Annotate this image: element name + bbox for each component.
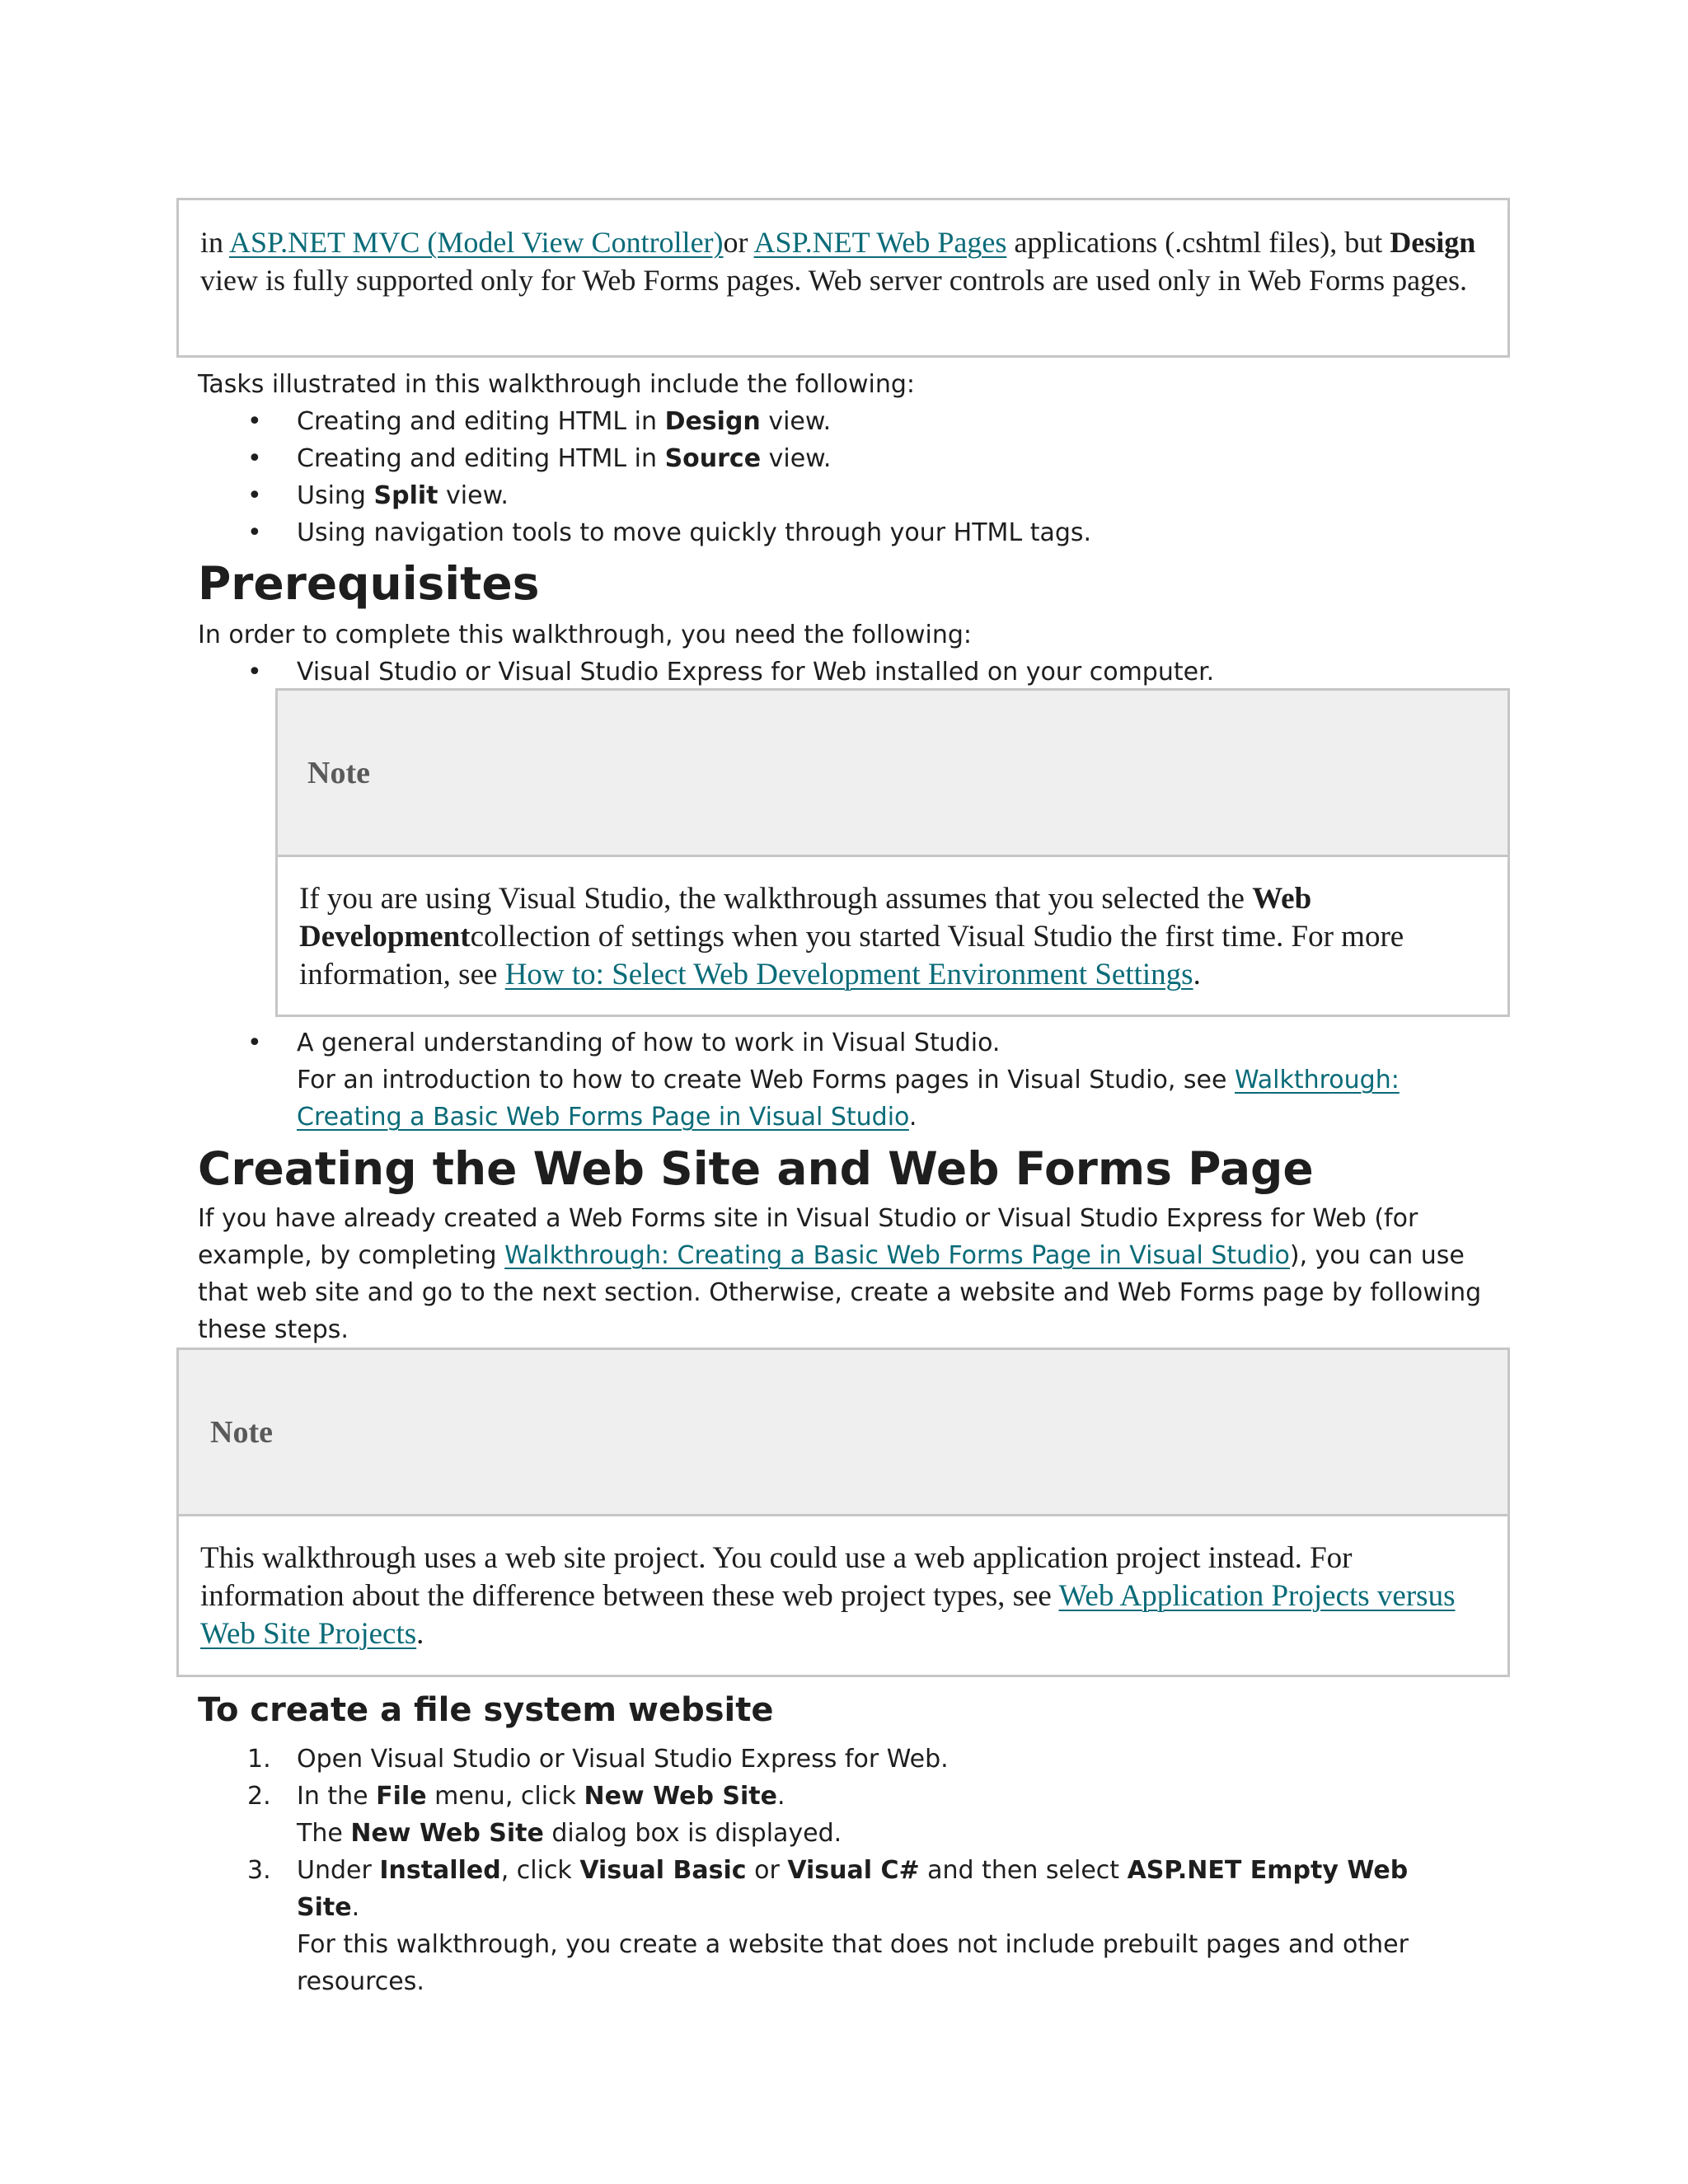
list-item: Visual Studio or Visual Studio Express for Web installed on your computer. (297, 658, 1215, 687)
note-box-continued (176, 198, 1510, 358)
bullet-icon: • (247, 518, 262, 547)
note-body-2 (176, 1516, 1510, 1677)
heading-creating-web-site: Creating the Web Site and Web Forms Page (198, 1142, 1314, 1195)
bullet-icon: • (247, 1029, 262, 1057)
list-item: Creating and editing HTML in Design view. (297, 407, 832, 436)
list-item: A general understanding of how to work in Visual Studio. For an introduction to how to create Web Forms pages in Visual Studio, see Walkthrough: Creating a Basic Web Forms Page in Visual Studio. (297, 1029, 1400, 1132)
note-body (275, 857, 1510, 1017)
bullet-icon: • (247, 658, 262, 687)
heading-create-file-system-website: To create a file system website (198, 1691, 774, 1729)
note-text: applications (.cshtml files), but (1006, 226, 1390, 259)
note-label: Note (210, 1415, 273, 1450)
note-header-2 (176, 1347, 1510, 1516)
bullet-icon: • (247, 481, 262, 510)
step-number: 2. (247, 1782, 271, 1811)
step-3: Under Installed, click Visual Basic or Visual C# and then select ASP.NET Empty Web Site. For this walkthrough, you create a website that does not include prebuilt pages and other resources. (297, 1856, 1409, 1996)
bullet-icon: • (247, 444, 262, 473)
prereq-intro: In order to complete this walkthrough, you need the following: (198, 621, 973, 649)
heading-prerequisites: Prerequisites (198, 557, 540, 610)
step-number: 3. (247, 1856, 271, 1885)
note-text: or (723, 226, 754, 259)
tasks-intro: Tasks illustrated in this walkthrough include the following: (198, 370, 916, 399)
list-item: Using Split view. (297, 481, 509, 510)
note-label: Note (307, 756, 370, 790)
link-walkthrough-basic-web-forms-2[interactable]: Walkthrough: Creating a Basic Web Forms Page in Visual Studio (504, 1241, 1290, 1270)
step-1: Open Visual Studio or Visual Studio Express for Web. (297, 1745, 949, 1774)
link-walkthrough-basic-web-forms[interactable]: Walkthrough: Creating a Basic Web Forms Page in Visual Studio (297, 1066, 1400, 1132)
note-text: This walkthrough uses a web site project. You could use a web application project instead. For information about the difference between these web project types, see Web Application Projects versus Web Site Projects. (200, 1541, 1456, 1651)
note-text: If you are using Visual Studio, the walkthrough assumes that you selected the Web Developmentcollection of settings when you started Visual Studio the first time. For more information, see How to: Select Web Development Environment Settings. (299, 882, 1404, 991)
note-text: in (200, 226, 230, 259)
link-aspnet-mvc[interactable]: ASP.NET MVC (Model View Controller) (229, 226, 724, 259)
list-item: Creating and editing HTML in Source view. (297, 444, 832, 473)
note-bold-design: Design (1390, 226, 1476, 259)
link-select-web-dev-settings[interactable]: How to: Select Web Development Environment Settings (504, 958, 1193, 991)
note-continued-text (200, 223, 1490, 299)
link-web-app-vs-web-site[interactable]: Web Application Projects versus Web Site Projects (200, 1579, 1456, 1651)
step-2: In the File menu, click New Web Site. The New Web Site dialog box is displayed. (297, 1782, 842, 1848)
bullet-icon: • (247, 407, 262, 436)
note-text: view is fully supported only for Web Forms pages. Web server controls are used only in Web Forms pages. (200, 264, 1468, 297)
link-aspnet-web-pages[interactable]: ASP.NET Web Pages (753, 226, 1007, 259)
step-number: 1. (247, 1745, 271, 1774)
note-header (275, 688, 1510, 857)
list-item: Using navigation tools to move quickly through your HTML tags. (297, 518, 1092, 547)
creating-paragraph: If you have already created a Web Forms site in Visual Studio or Visual Studio Express for Web (for example, by completing Walkthrough: Creating a Basic Web Forms Page in Visual Studio), you can use that web site and go to the next section. Otherwise, create a website and Web Forms page by following these steps. (198, 1204, 1482, 1344)
